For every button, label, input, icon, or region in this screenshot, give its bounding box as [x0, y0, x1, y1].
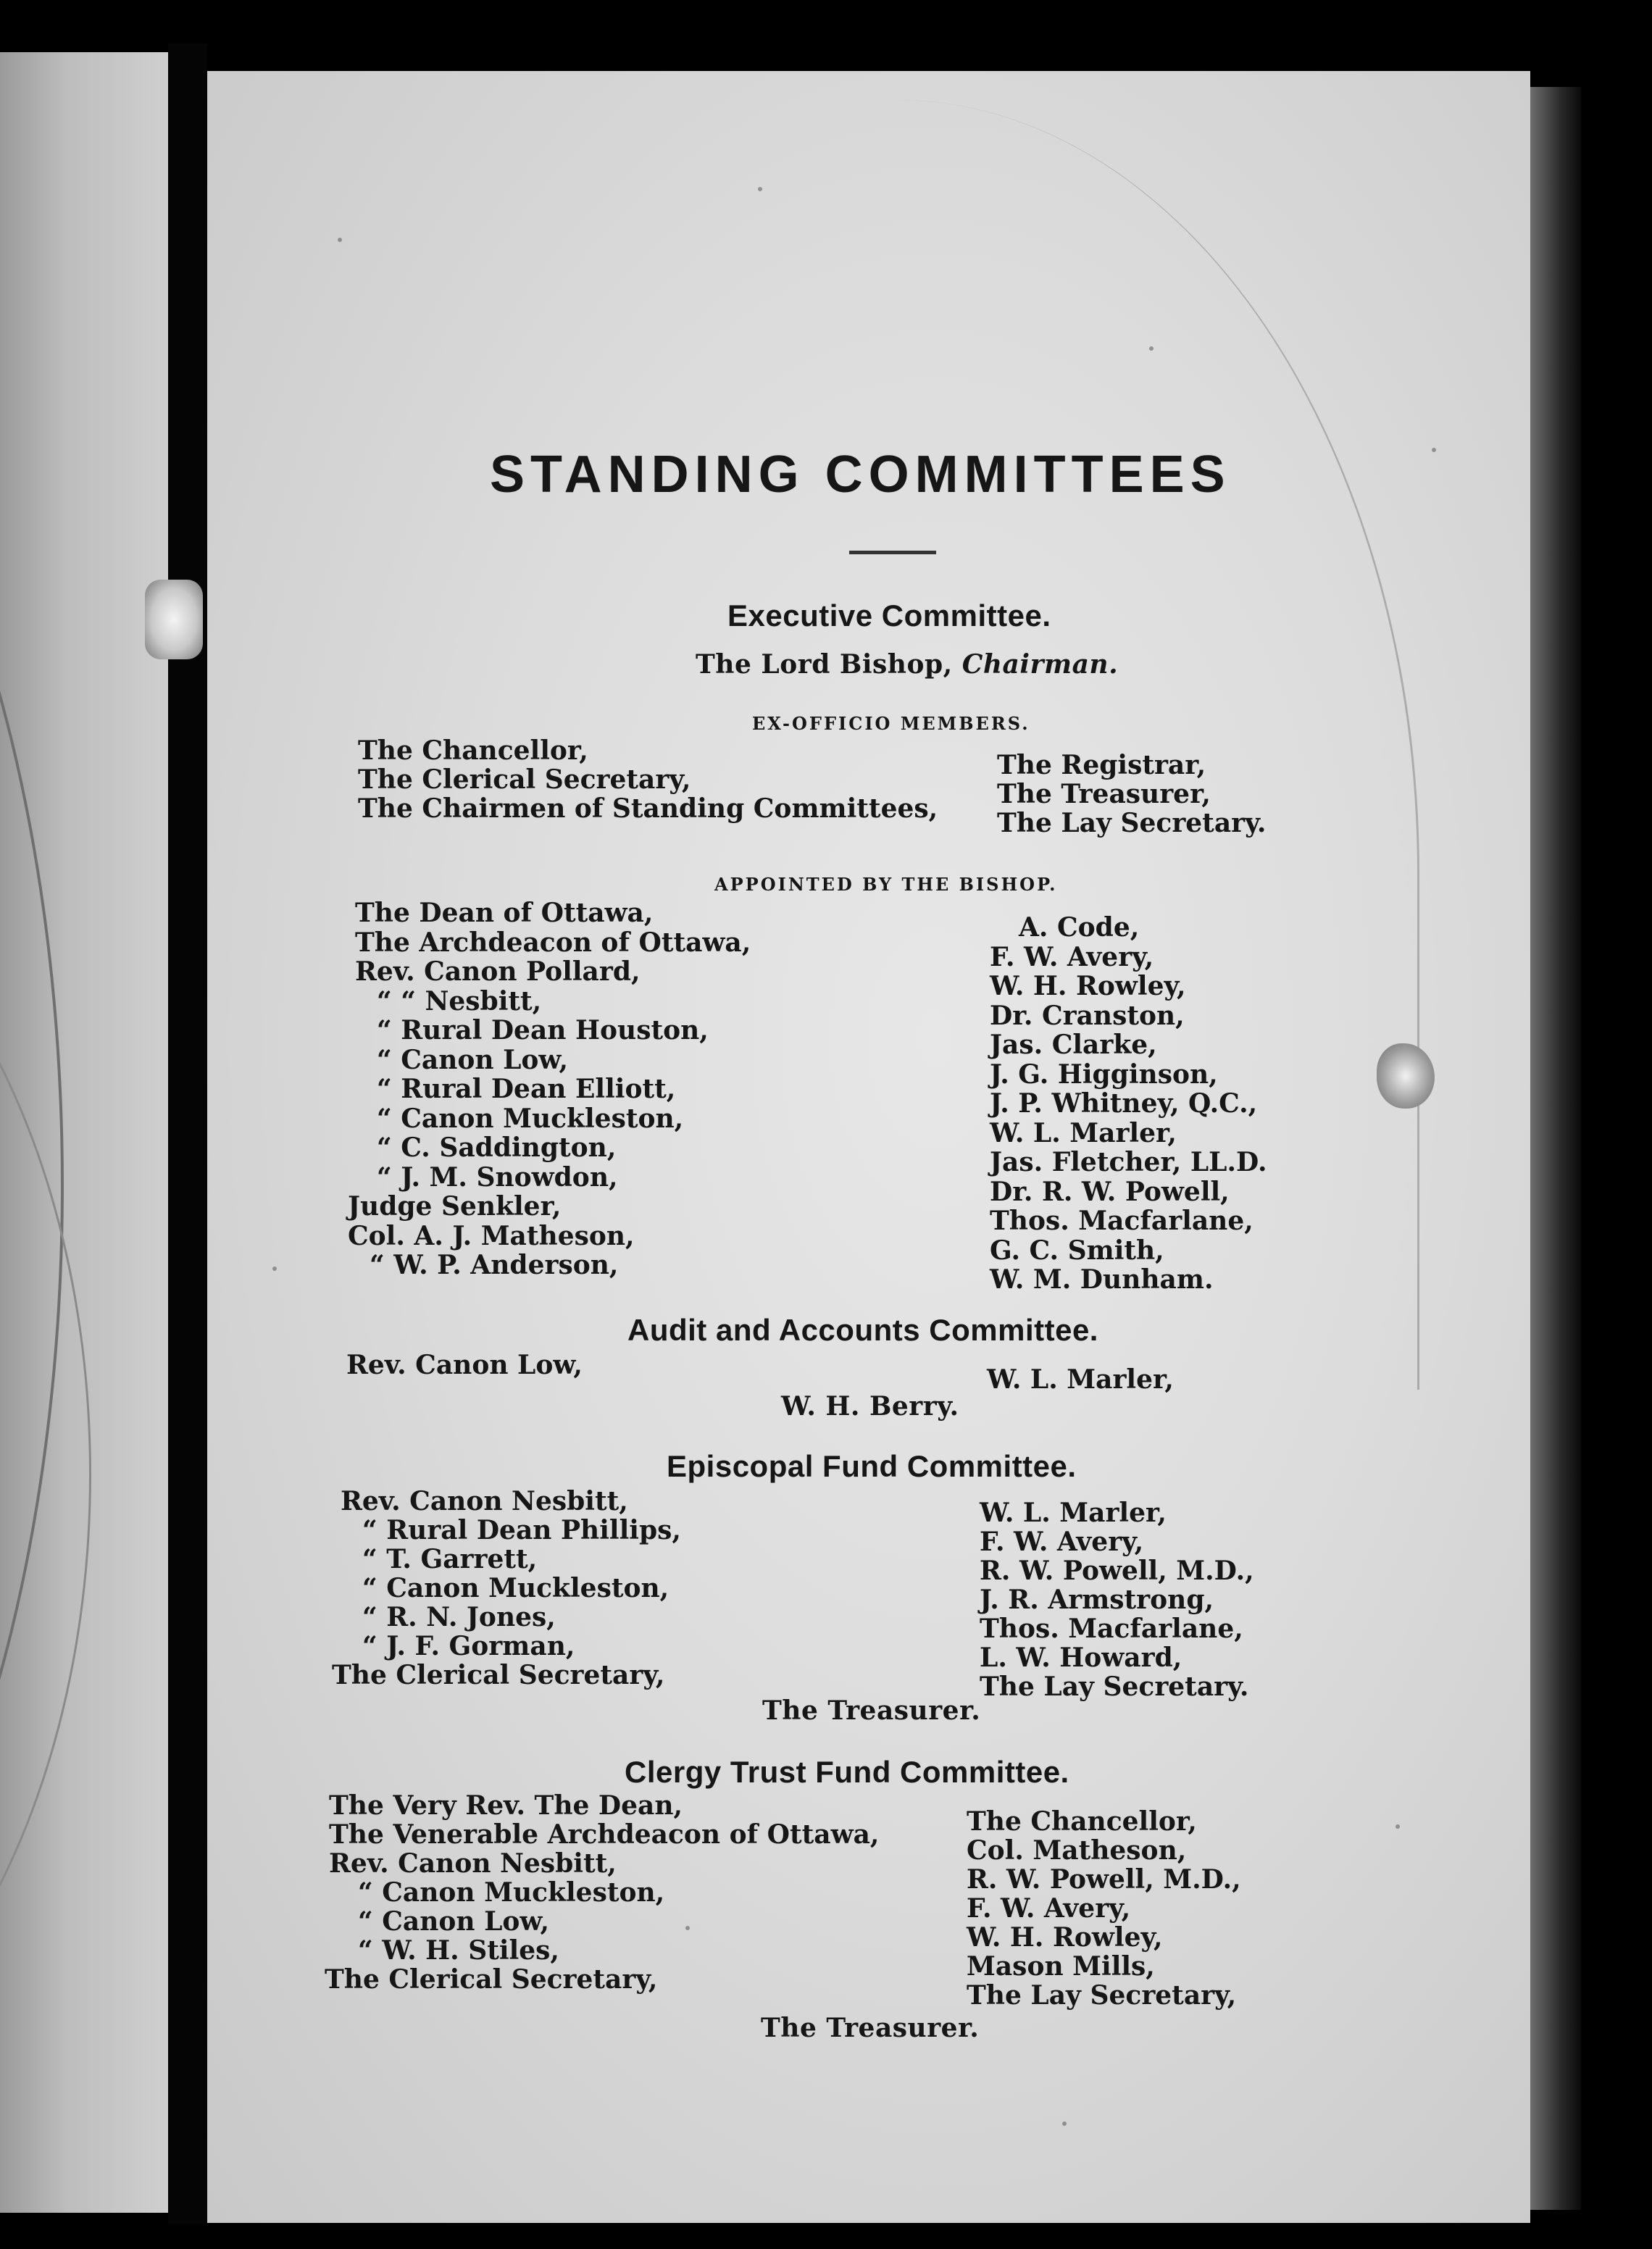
list-item: W. H. Rowley,: [967, 1922, 1163, 1953]
list-item: The Archdeacon of Ottawa,: [355, 927, 751, 958]
list-item: “ T. Garrett,: [362, 1544, 538, 1574]
list-item: R. W. Powell, M.D.,: [980, 1556, 1254, 1586]
list-item: “ W. H. Stiles,: [358, 1935, 559, 1966]
list-item: W. L. Marler,: [980, 1498, 1167, 1528]
episcopal-left-list: [332, 1486, 681, 1690]
list-item: The Chancellor,: [358, 735, 588, 766]
clergy-center-member: The Treasurer.: [761, 2013, 980, 2043]
exofficio-right-list: [997, 751, 1266, 838]
clergy-right-list: [967, 1807, 1241, 2010]
list-item: Jas. Clarke,: [990, 1030, 1157, 1060]
list-item: “ Canon Low,: [377, 1044, 569, 1075]
page-stack-edge: [1530, 87, 1581, 2210]
list-item: W. L. Marler,: [990, 1117, 1177, 1148]
list-item: The Lay Secretary.: [980, 1672, 1249, 1702]
list-item: Jas. Fletcher, LL.D.: [990, 1147, 1267, 1177]
list-item: “ Canon Muckleston,: [362, 1573, 669, 1603]
paper-speck: [1062, 2121, 1067, 2126]
list-item: “ Canon Muckleston,: [358, 1877, 665, 1908]
chair-prefix: The Lord Bishop,: [696, 649, 953, 680]
list-item: The Clerical Secretary,: [358, 764, 691, 795]
list-item: Rev. Canon Nesbitt,: [329, 1848, 617, 1879]
list-item: The Lay Secretary,: [967, 1980, 1237, 2011]
paper-speck: [272, 1267, 277, 1271]
list-item: The Dean of Ottawa,: [355, 898, 654, 928]
page-title: STANDING COMMITTEES: [490, 446, 1231, 504]
list-item: The Clerical Secretary,: [325, 1964, 658, 1995]
paper-stain: [1377, 1043, 1435, 1109]
clergy-committee-heading: Clergy Trust Fund Committee.: [625, 1755, 1069, 1789]
list-item: “ R. N. Jones,: [362, 1602, 556, 1632]
executive-committee-heading: Executive Committee.: [727, 598, 1051, 633]
list-item: R. W. Powell, M.D.,: [967, 1864, 1241, 1895]
episcopal-center-member: The Treasurer.: [762, 1695, 981, 1726]
list-item: Thos. Macfarlane,: [980, 1614, 1243, 1644]
list-item: F. W. Avery,: [990, 941, 1154, 972]
list-item: The Chairmen of Standing Committees,: [358, 793, 938, 824]
appointed-right-list: [990, 913, 1267, 1295]
appointed-left-list: [348, 898, 751, 1280]
paper-speck: [758, 187, 762, 191]
list-item: The Very Rev. The Dean,: [329, 1790, 683, 1821]
audit-committee-heading: Audit and Accounts Committee.: [627, 1313, 1098, 1347]
list-item: “ Rural Dean Houston,: [377, 1015, 709, 1046]
audit-right-list: [987, 1365, 1174, 1394]
list-item: The Treasurer,: [997, 779, 1211, 809]
list-item: Col. A. J. Matheson,: [348, 1220, 635, 1251]
list-item: “ W. P. Anderson,: [370, 1250, 619, 1280]
exofficio-label: EX-OFFICIO MEMBERS.: [752, 713, 1030, 734]
list-item: Col. Matheson,: [967, 1835, 1187, 1866]
list-item: J. G. Higginson,: [990, 1059, 1218, 1090]
list-item: The Venerable Archdeacon of Ottawa,: [329, 1819, 880, 1850]
list-item: A. Code,: [1019, 912, 1140, 943]
list-item: “ Canon Muckleston,: [377, 1103, 684, 1134]
left-page-edge: [0, 52, 168, 2213]
clergy-left-list: [325, 1790, 880, 1995]
list-item: F. W. Avery,: [980, 1527, 1144, 1557]
executive-chair-line: [696, 649, 1118, 680]
list-item: W. H. Rowley,: [990, 971, 1186, 1001]
list-item: Mason Mills,: [967, 1951, 1155, 1982]
list-item: Rev. Canon Nesbitt,: [341, 1486, 628, 1516]
title-rule: [849, 551, 936, 554]
list-item: L. W. Howard,: [980, 1643, 1182, 1673]
audit-left-list: [346, 1351, 583, 1380]
list-item: “ Rural Dean Phillips,: [362, 1515, 681, 1545]
list-item: J. R. Armstrong,: [980, 1585, 1214, 1615]
appointed-label: APPOINTED BY THE BISHOP.: [714, 874, 1058, 895]
list-item: The Registrar,: [997, 750, 1206, 780]
list-item: “ “ Nesbitt,: [377, 985, 542, 1017]
chair-role: Chairman.: [961, 649, 1119, 680]
list-item: The Lay Secretary.: [997, 808, 1267, 838]
binding-clip: [145, 580, 203, 659]
paper-speck: [338, 238, 342, 242]
list-item: Thos. Macfarlane,: [990, 1206, 1253, 1236]
list-item: The Chancellor,: [967, 1806, 1197, 1837]
list-item: Dr. R. W. Powell,: [990, 1176, 1230, 1207]
list-item: W. L. Marler,: [987, 1364, 1174, 1395]
list-item: “ Canon Low,: [358, 1906, 550, 1937]
audit-center-member: W. H. Berry.: [781, 1391, 959, 1422]
list-item: “ J. M. Snowdon,: [377, 1161, 618, 1193]
list-item: G. C. Smith,: [990, 1235, 1164, 1266]
list-item: The Clerical Secretary,: [332, 1660, 665, 1690]
paper-speck: [1149, 346, 1154, 351]
list-item: Judge Senkler,: [348, 1191, 562, 1222]
paper-speck: [1432, 448, 1436, 452]
list-item: F. W. Avery,: [967, 1893, 1131, 1924]
list-item: “ C. Saddington,: [377, 1132, 617, 1163]
list-item: “ J. F. Gorman,: [362, 1631, 575, 1661]
book-gutter: [168, 43, 207, 2224]
list-item: W. M. Dunham.: [990, 1264, 1214, 1295]
paper-speck: [1396, 1824, 1400, 1829]
episcopal-right-list: [980, 1498, 1254, 1701]
list-item: “ Rural Dean Elliott,: [377, 1074, 676, 1104]
episcopal-committee-heading: Episcopal Fund Committee.: [667, 1449, 1077, 1483]
list-item: J. P. Whitney, Q.C.,: [990, 1088, 1258, 1119]
list-item: Dr. Cranston,: [990, 1000, 1185, 1031]
list-item: Rev. Canon Pollard,: [355, 956, 641, 987]
exofficio-left-list: [358, 736, 938, 823]
list-item: Rev. Canon Low,: [346, 1350, 583, 1380]
